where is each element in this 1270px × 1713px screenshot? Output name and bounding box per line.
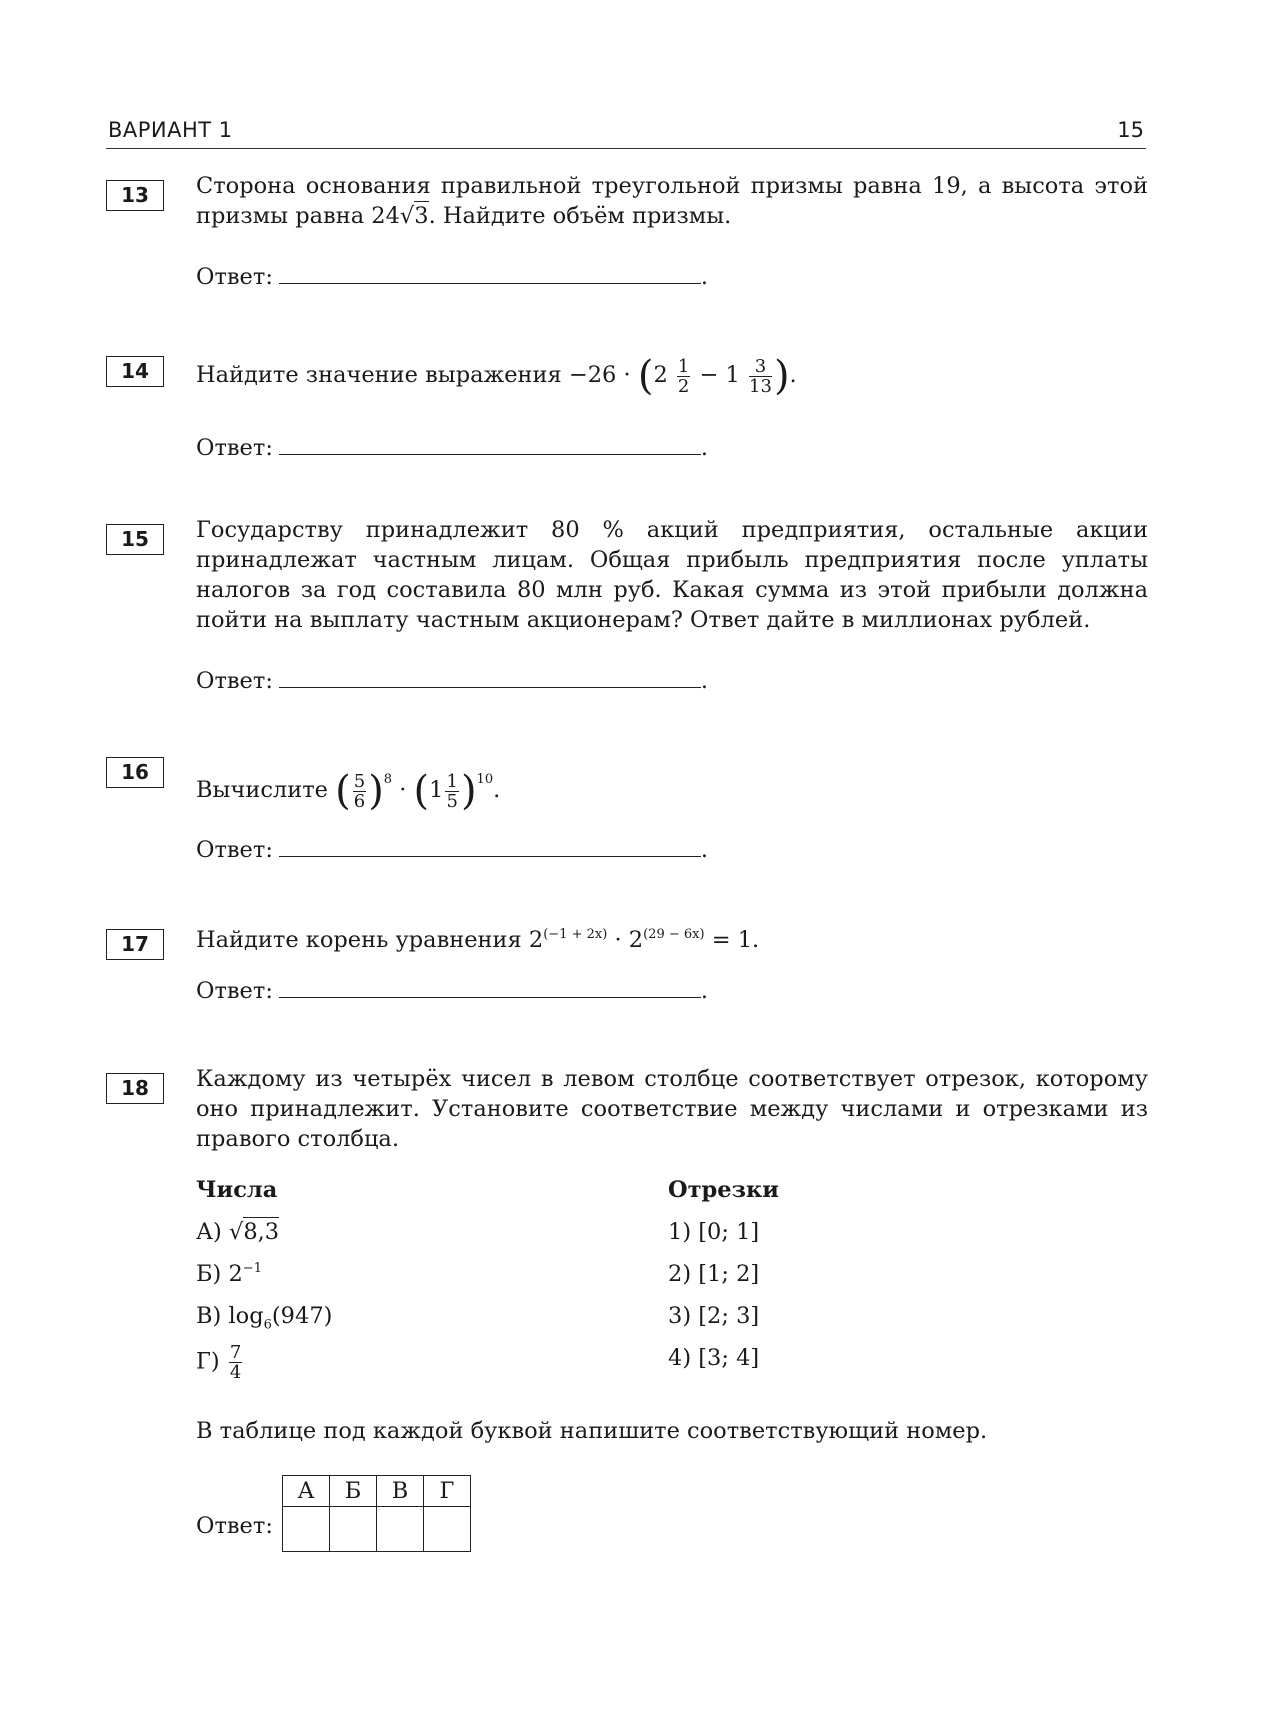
question-13-text: Сторона основания правильной треугольной призмы равна 19, а высота этой призмы равна 24√3. Найдите объём призмы. (196, 173, 1148, 229)
question-16-answer[interactable]: Ответ: . (196, 837, 709, 863)
page-number: 15 (1117, 118, 1144, 142)
segment-item-4: 4) [3; 4] (668, 1345, 760, 1371)
question-14-number: 14 (106, 356, 164, 387)
question-17-number: 17 (106, 929, 164, 960)
answer-table (282, 1475, 471, 1552)
fraction: $\frac{1}{2}$ (677, 355, 690, 397)
answer-cell-v[interactable] (377, 1507, 424, 1552)
number-item-c: В) $\log_6(947)$ (196, 1303, 333, 1333)
table-header-g: Г (424, 1476, 471, 1507)
question-13-number: 13 (106, 180, 164, 211)
fraction: $\frac{3}{13}$ (749, 355, 772, 397)
fraction: $\frac{1}{5}$ (446, 770, 458, 812)
segment-item-1: 1) [0; 1] (668, 1219, 760, 1245)
question-18-number: 18 (106, 1073, 164, 1104)
question-14-text: Найдите значение выражения −26 · (2 $\frac{1}{2}$ − 1 $\frac{3}{13}$ ). (196, 353, 797, 399)
question-13-answer[interactable]: Ответ: . (196, 264, 709, 290)
variant-title: ВАРИАНТ 1 (108, 118, 233, 142)
question-16-text: Вычислите ( $\frac{5}{6}$ )$^8$ · (1 $\frac{1}{5}$ )$^{10}$. (196, 768, 501, 814)
question-17-answer[interactable]: Ответ: . (196, 978, 709, 1004)
question-15-text: Государству принадлежит 80 % акций предприятия, остальные акции принадлежат частным лицам. Общая прибыль предприятия после уплаты налогов за год составила 80 млн руб. Какая сумма из этой прибыли должна пойти на выплату частным акционерам? Ответ дайте в миллионах рублей. (196, 517, 1148, 633)
table-header-a: А (283, 1476, 330, 1507)
number-item-d: Г) $\frac{7}{4}$ (196, 1342, 242, 1383)
fraction: $\frac{7}{4}$ (229, 1342, 242, 1383)
number-item-a: А) √8,3 (196, 1219, 280, 1245)
question-17-text: Найдите корень уравнения $2^{(-1 + 2x)} \cdot 2^{(29 - 6x)} = 1$. (196, 927, 760, 953)
answer-cell-a[interactable] (283, 1507, 330, 1552)
answer-cell-g[interactable] (424, 1507, 471, 1552)
segment-item-3: 3) [2; 3] (668, 1303, 760, 1329)
question-14-answer[interactable]: Ответ: . (196, 435, 709, 461)
page-header (106, 116, 1146, 149)
answer-cell-b[interactable] (330, 1507, 377, 1552)
table-header-v: В (377, 1476, 424, 1507)
number-item-b: Б) $2^{-1}$ (196, 1261, 262, 1287)
segments-column-header: Отрезки (668, 1177, 779, 1203)
question-15-answer[interactable]: Ответ: . (196, 668, 709, 694)
numbers-column-header: Числа (196, 1177, 278, 1203)
question-18-answer-label: Ответ: (196, 1513, 273, 1539)
segment-item-2: 2) [1; 2] (668, 1261, 760, 1287)
question-16-number: 16 (106, 757, 164, 788)
question-15-number: 15 (106, 524, 164, 555)
question-18-instruction: В таблице под каждой буквой напишите соответствующий номер. (196, 1418, 988, 1444)
fraction: $\frac{5}{6}$ (353, 770, 366, 812)
table-header-b: Б (330, 1476, 377, 1507)
question-18-text: Каждому из четырёх чисел в левом столбце соответствует отрезок, которому оно принадлежит. Установите соответствие между числами и отрезками из правого столбца. (196, 1066, 1148, 1152)
